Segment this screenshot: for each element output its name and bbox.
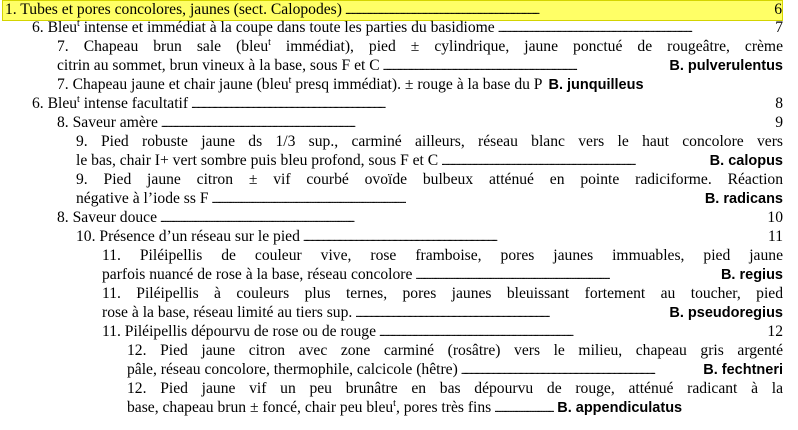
couplet-text: 6. Bleu$^t$ intense et immédiat à la coupe dans toute les parties du basidiome [32,19,495,36]
couplet-ref: 7 [775,19,783,36]
couplet-ref: 10 [767,209,783,226]
species-name: B. pseudoregius [669,305,783,321]
couplet-text: parfois nuancé de rose à la base, réseau concolore [102,266,413,283]
couplet-text: rose à la base, réseau limité au tiers sup. [102,304,353,321]
couplet-text: le bas, chair I+ vert sombre puis bleu profond, sous F et C [76,152,439,169]
leader-dots [383,57,667,76]
key-line-18 [102,323,783,342]
key-line-17 [102,304,783,323]
couplet-text: 7. Chapeau jaune et chair jaune (bleu$^t$ presq immédiat). ± rouge à la base du P [57,76,543,93]
couplet-text: 6. Bleu$^t$ intense facultatif [32,95,189,112]
key-line-19: 12. Pied jaune citron avec zone carminé (rosâtre) vers le milieu, chapeau gris argenté [127,342,783,359]
species-name: B. appendiculatus [557,400,683,416]
leader-dots [379,323,764,342]
leader-dots [441,152,706,171]
leader-dots [345,1,771,20]
key-line-2 [32,19,783,38]
leader-dots [461,361,700,380]
key-line-15 [102,266,783,285]
couplet-ref: 11 [767,228,783,245]
key-line-6 [32,95,783,114]
couplet-text: 11. Piléipellis dépourvu de rose ou de rouge [102,323,376,340]
species-name: B. fechtneri [703,362,783,378]
leader-dots [212,190,702,209]
key-line-21: 12. Pied jaune vif un peu brunâtre en bas dépourvu de rouge, atténué radicant à la [127,380,783,397]
key-line-3: 7. Chapeau brun sale (bleu$^t$ immédiat), pied ± cylindrique, jaune ponctué de rougeâtre, crème [57,38,783,55]
key-line-14: 11. Piléipellis de couleur vive, rose framboise, pores jaunes immuables, pied jaune [102,247,783,264]
key-line-11 [76,190,783,209]
species-name: B. junquilleus [548,77,644,93]
leader-dots [160,209,764,228]
key-line-5 [57,76,783,94]
key-line-8: 9. Pied robuste jaune ds 1/3 sup., carminé ailleurs, réseau blanc vers le haut concolore vers [76,133,783,150]
couplet-text: négative à l’iode ss F [76,190,209,207]
species-name: B. pulverulentus [669,58,783,74]
key-line-13 [76,228,783,247]
species-name: B. regius [720,267,783,283]
couplet-text: base, chapeau brun ± foncé, chair peu bleu$^t$, pores très fins [127,399,492,416]
key-line-7 [57,114,783,133]
species-name: B. calopus [709,153,783,169]
leader-dots [498,19,773,38]
couplet-text: citrin au sommet, brun vineux à la base, sous F et C [57,57,380,74]
couplet-text: 1. Tubes et pores concolores, jaunes (sect. Calopodes) [5,1,342,18]
couplet-text: 10. Présence d’un réseau sur le pied [76,228,300,245]
couplet-text: 8. Saveur amère [57,114,158,131]
key-line-10: 9. Pied jaune citron ± vif courbé ovoïde bulbeux atténué en pointe radiciforme. Réaction [76,171,783,188]
couplet-ref: 6 [774,1,782,18]
leader-dots [161,114,772,133]
key-line-20 [127,361,783,380]
couplet-ref: 8 [775,95,783,112]
leader-dots [494,399,554,418]
leader-dots [415,266,718,285]
leader-dots [303,228,765,247]
couplet-ref: 9 [775,114,783,131]
key-line-12 [57,209,783,228]
couplet-text: pâle, réseau concolore, thermophile, calcicole (hêtre) [127,361,458,378]
couplet-ref: 12 [767,323,783,340]
key-line-16: 11. Piléipellis à couleurs plus ternes, pores jaunes bleuissant fortement au toucher, pied [102,285,783,302]
key-line-22 [127,399,783,418]
key-line-9 [76,152,783,171]
leader-dots [355,304,666,323]
species-name: B. radicans [704,191,783,207]
key-line-4 [57,57,783,76]
leader-dots [191,95,772,114]
couplet-text: 8. Saveur douce [57,209,158,226]
